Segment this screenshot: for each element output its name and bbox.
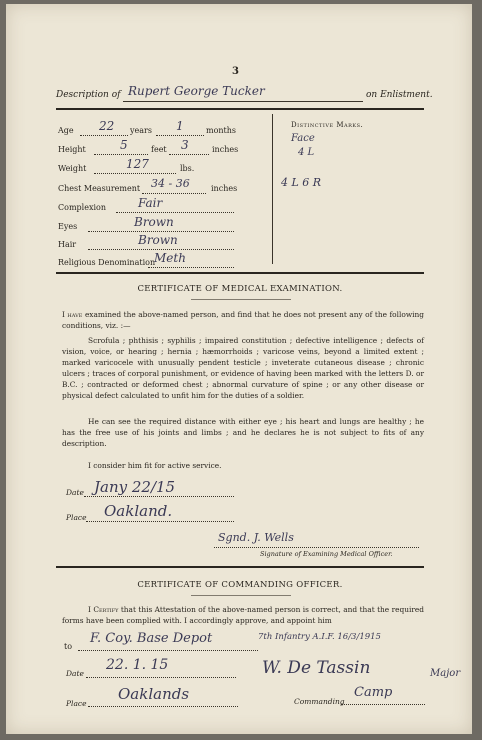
distinctive-mark-2: 4 L: [298, 147, 315, 158]
to-label: to: [64, 642, 73, 651]
height-inches: 3: [181, 138, 189, 152]
rule-before-commanding: [56, 566, 424, 568]
medical-date-label: Date: [66, 488, 84, 497]
age-label: Age: [58, 126, 74, 135]
commanding-place-line: [88, 706, 238, 707]
age-years-line: [80, 135, 128, 136]
height-feet-line: [94, 154, 148, 155]
commanding-officer-rank: Major: [430, 668, 461, 679]
religion-line: [148, 267, 234, 268]
commanding-date-label: Date: [66, 669, 84, 678]
feet-label: feet: [151, 145, 167, 154]
to-line: [78, 650, 258, 651]
commanding-text-body: that this Attestation of the above-named person is correct, and that the required forms have been complied with. I accordingly approve, and appoint him: [62, 605, 424, 625]
commanding-value: Camp: [354, 685, 393, 700]
column-divider: [272, 114, 273, 264]
top-rule: [56, 108, 424, 110]
medical-intro-text: examined the above-named person, and find that he does not present any of the following conditions, viz. :—: [62, 310, 424, 330]
commanding-place-label: Place: [66, 699, 87, 708]
name-underline: [123, 101, 363, 102]
medical-date-line: [84, 496, 234, 497]
chest-label: Chest Measurement: [58, 184, 141, 193]
hair-value: Brown: [138, 233, 178, 247]
medical-fit-statement: I consider him fit for active service.: [88, 461, 222, 470]
distinctive-mark-3: 4 L 6 R: [281, 176, 322, 189]
eyes-label: Eyes: [58, 222, 78, 231]
commanding-text-caps: I Certify: [88, 605, 119, 614]
commanding-date-value: 22. 1. 15: [106, 657, 169, 673]
rule-before-medical: [56, 272, 424, 274]
medical-signature-label: Signature of Examining Medical Officer.: [260, 550, 393, 558]
recruit-name: Rupert George Tucker: [128, 84, 265, 98]
commanding-place-value: Oaklands: [118, 685, 190, 703]
months-label: months: [206, 126, 237, 135]
medical-place-value: Oakland.: [104, 502, 173, 520]
weight-value: 127: [126, 157, 149, 171]
complexion-value: Fair: [138, 196, 163, 210]
lbs-label: lbs.: [180, 164, 195, 173]
to-value: F. Coy. Base Depot: [90, 631, 213, 646]
hair-label: Hair: [58, 240, 77, 249]
religion-value: Meth: [154, 251, 186, 265]
chest-inches-label: inches: [211, 184, 238, 193]
religion-label: Religious Denomination: [58, 258, 156, 267]
to-extra: 7th Infantry A.I.F. 16/3/1915: [258, 632, 381, 642]
complexion-label: Complexion: [58, 203, 106, 212]
medical-eyesight: He can see the required distance with either eye ; his heart and lungs are healthy ; he has the free use of his joints and limbs ; and he declares he is not subject to fits of any description.: [62, 417, 424, 448]
age-years: 22: [99, 119, 115, 133]
attestation-page: [6, 4, 472, 734]
eyes-line: [88, 231, 234, 232]
medical-signature-line: [214, 547, 419, 548]
commanding-date-line: [86, 677, 236, 678]
medical-conditions: Scrofula ; phthisis ; syphilis ; impaired constitution ; defective intelligence ; defects of vision, voice, or hearing ; hernia ; hæmorrhoids ; varicose veins, beyond a limited extent ; marked varicocele with unusually pendent testicle ; inveterate cutaneous disease ; chronic ulcers ; traces of corporal punishment, or evidence of having been marked with the letters D. or B.C. ; contracted or deformed chest ; abnormal curvature of spine ; or any other disease or physical defect calculated to unfit him for the duties of a soldier.: [62, 336, 424, 400]
enlistment-suffix: on Enlistment.: [366, 90, 433, 100]
height-feet: 5: [120, 138, 128, 152]
commanding-heading-rule: [191, 595, 291, 596]
medical-intro: [62, 309, 424, 331]
distinctive-mark-1: Face: [291, 133, 315, 144]
age-months-line: [156, 135, 204, 136]
commanding-line: [341, 704, 425, 705]
years-label: years: [130, 126, 152, 135]
medical-heading: CERTIFICATE OF MEDICAL EXAMINATION.: [137, 284, 343, 294]
chest-line: [142, 193, 206, 194]
page-number: 3: [232, 66, 239, 77]
distinctive-marks-heading: Distinctive Marks.: [291, 121, 364, 129]
medical-intro-caps: I have: [62, 310, 83, 319]
eyes-value: Brown: [134, 215, 174, 229]
height-inches-line: [169, 154, 209, 155]
medical-officer-signature: Sgnd. J. Wells: [218, 531, 294, 544]
medical-place-label: Place: [66, 513, 87, 522]
commanding-officer-signature: W. De Tassin: [262, 658, 371, 678]
medical-heading-rule: [191, 299, 291, 300]
medical-place-line: [86, 521, 234, 522]
commanding-text: [62, 604, 424, 626]
height-label: Height: [58, 145, 86, 154]
hair-line: [88, 249, 234, 250]
commanding-heading: CERTIFICATE OF COMMANDING OFFICER.: [137, 580, 343, 590]
commanding-label: Commanding: [294, 697, 345, 706]
description-label: Description of: [56, 90, 121, 100]
weight-line: [94, 173, 176, 174]
chest-value: 34 - 36: [151, 177, 190, 190]
age-months: 1: [176, 119, 184, 133]
inches-label: inches: [212, 145, 239, 154]
weight-label: Weight: [58, 164, 87, 173]
complexion-line: [116, 212, 234, 213]
medical-date-value: Jany 22/15: [94, 478, 176, 496]
